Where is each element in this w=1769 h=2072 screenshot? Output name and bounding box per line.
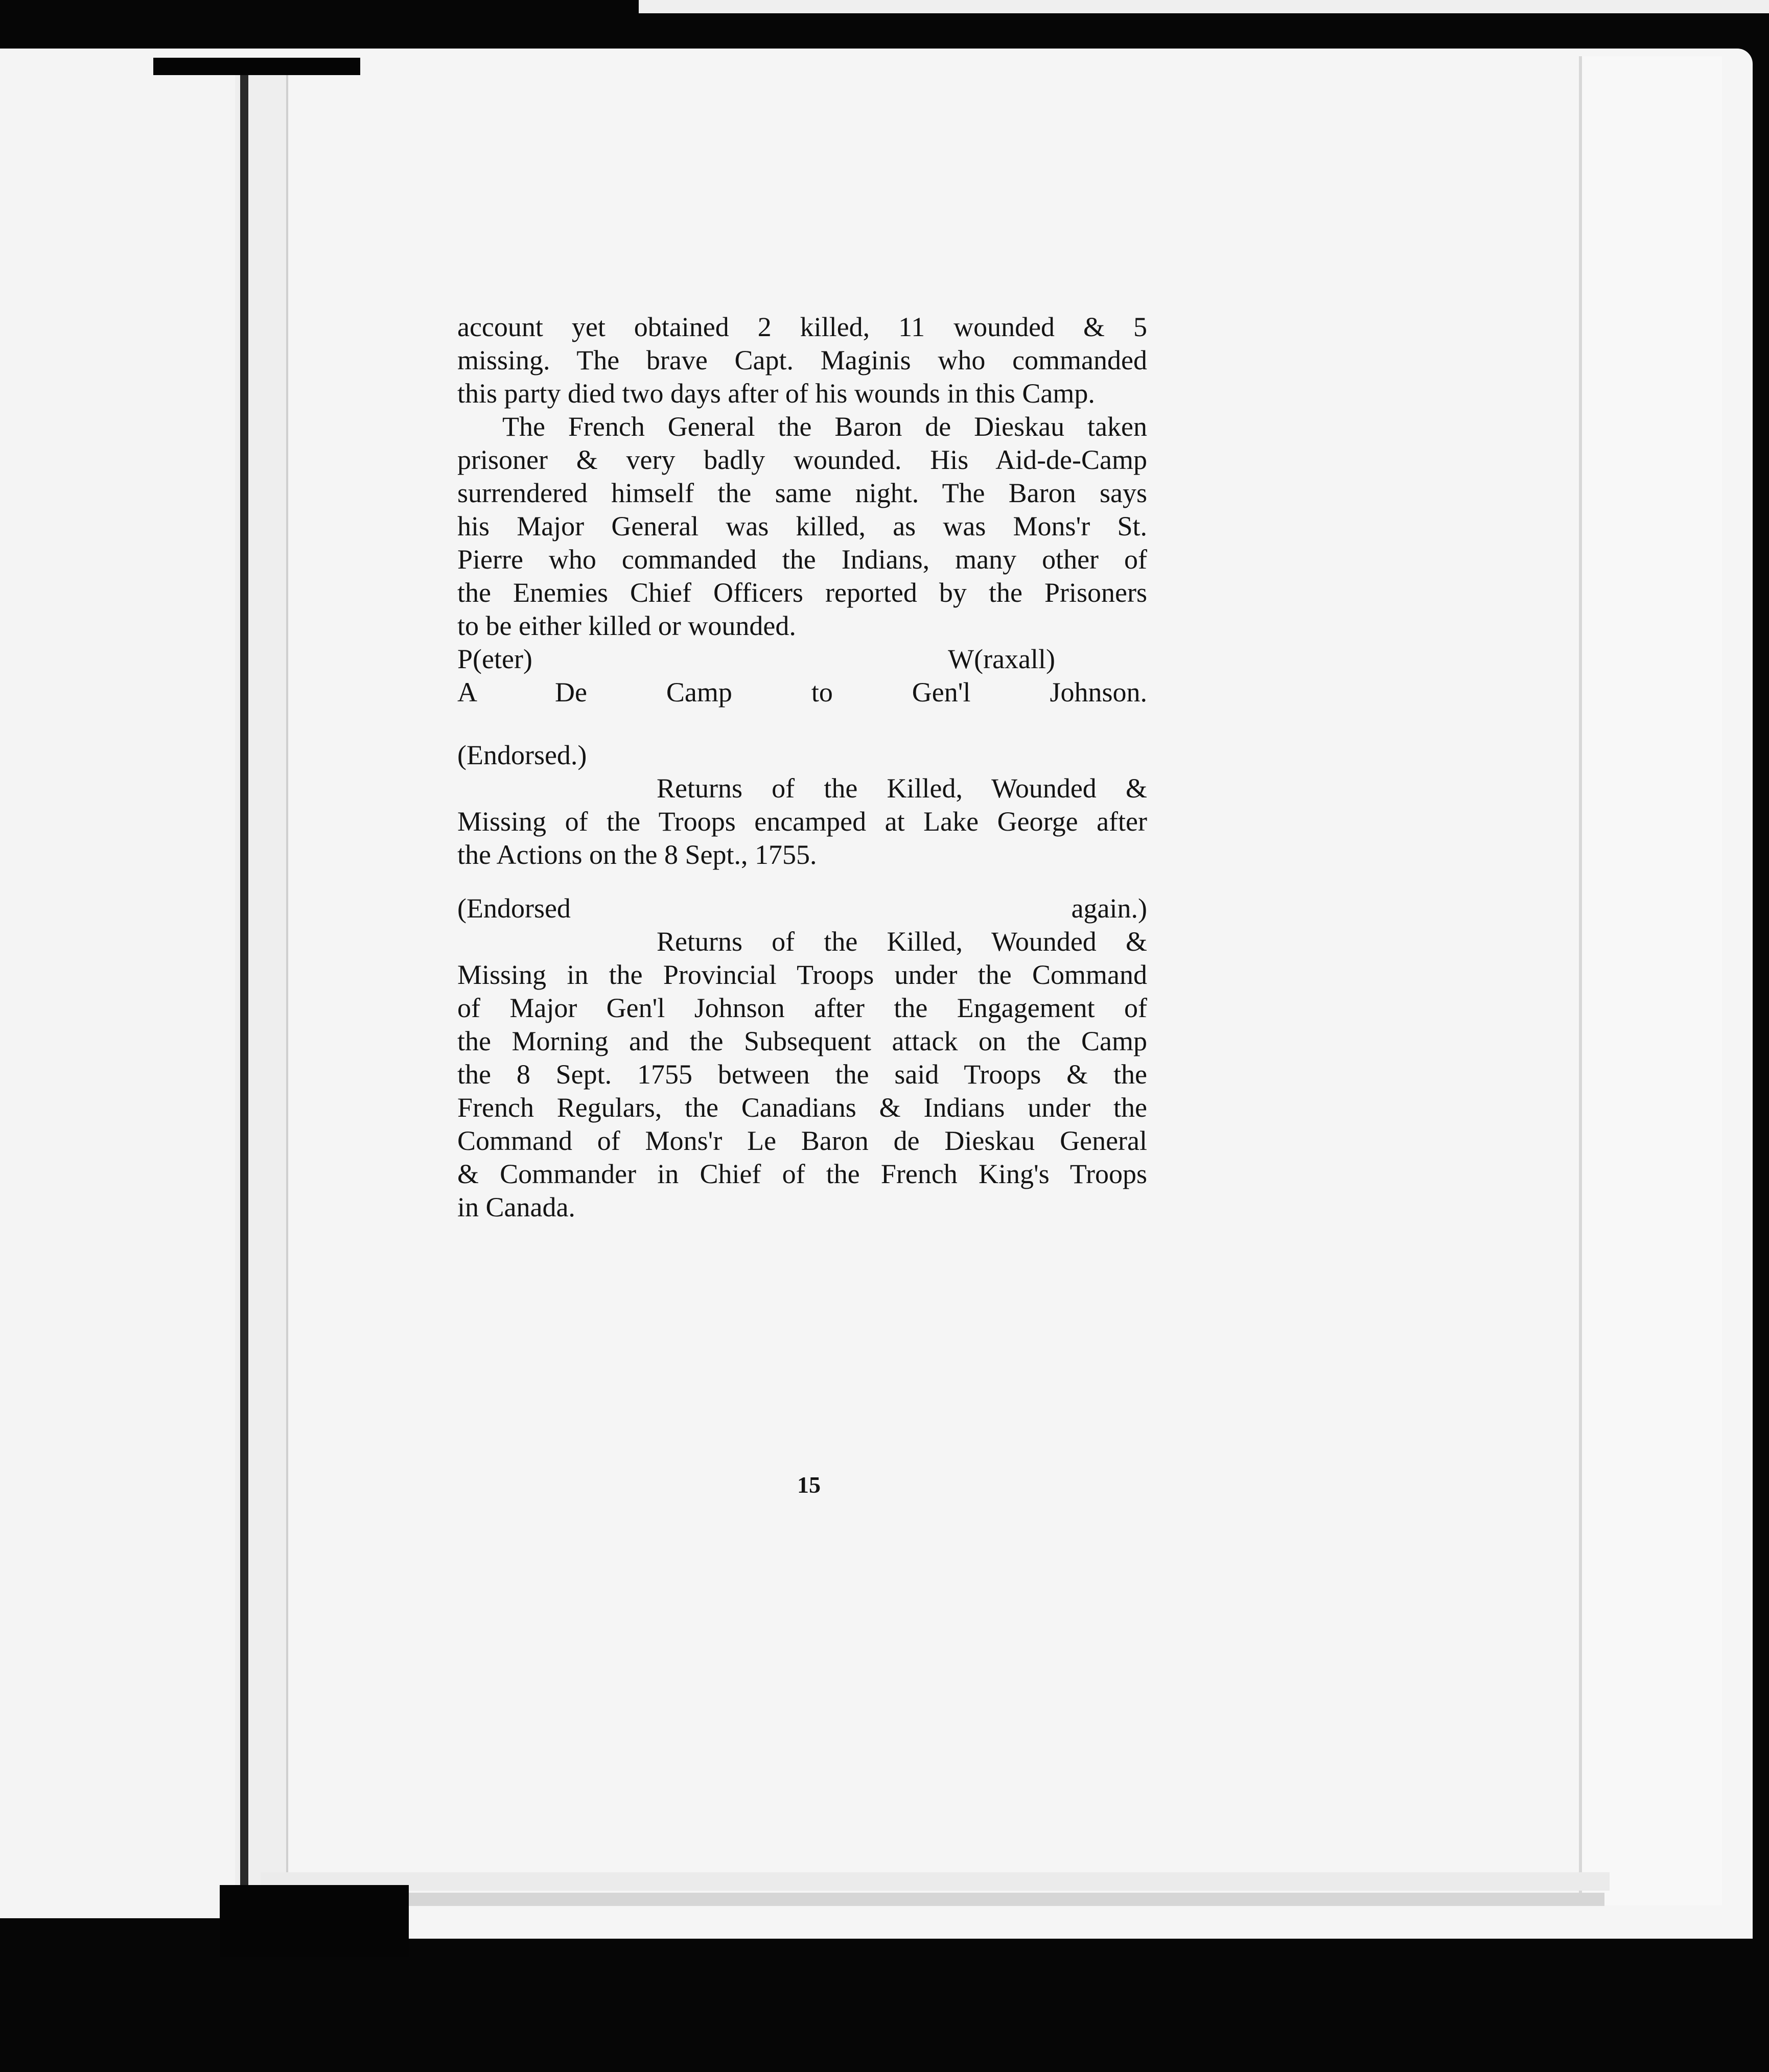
scan-top-strip [639,0,1769,13]
endorsed-again-line: in Canada. [457,1192,575,1222]
body-line: missing. The brave Capt. Maginis who commanded [457,345,1147,375]
page-right-edge [1579,56,1722,1905]
body-line: The French General the Baron de Dieskau taken [502,411,1147,442]
body-line: his Major General was killed, as was Mons'r St. [457,511,1147,541]
endorsed-again-line: French Regulars, the Canadians & Indians under the [457,1092,1147,1123]
endorsed-line: Missing of the Troops encamped at Lake George after [457,806,1147,837]
page-bottom-shadow [255,1893,1604,1906]
endorsed-again-line: of Major Gen'l Johnson after the Engagement of [457,993,1147,1023]
left-page-leaf [0,49,240,1918]
page-text [457,311,1147,1224]
endorsed-again-line: the 8 Sept. 1755 between the said Troops & the [457,1059,1147,1090]
body-line: the Enemies Chief Officers reported by the Prisoners [457,577,1147,608]
signature-name: P(eter) W(raxall) [457,644,1055,674]
endorsed-again-line: Command of Mons'r Le Baron de Dieskau General [457,1125,1147,1156]
endorsed-line: the Actions on the 8 Sept., 1755. [457,839,817,870]
endorsed-again-line: & Commander in Chief of the French King's Troops [457,1159,1147,1189]
endorsed-again-line: Returns of the Killed, Wounded & [657,926,1147,957]
endorsed-again-line: the Morning and the Subsequent attack on the Camp [457,1026,1147,1056]
binding-top-tab [153,58,360,75]
binding-rule [240,72,248,1890]
body-line: account yet obtained 2 killed, 11 wounded & 5 [457,312,1147,342]
binding-bottom-tab [220,1885,409,1957]
page-number: 15 [797,1472,821,1498]
endorsed-line: Returns of the Killed, Wounded & [657,773,1147,804]
body-line: prisoner & very badly wounded. His Aid-de-Camp [457,444,1147,475]
body-line: to be either killed or wounded. [457,610,796,641]
endorsed-again-line: Missing in the Provincial Troops under the Command [457,959,1147,990]
endorsed-again-label: (Endorsed again.) [457,893,1147,924]
body-line: surrendered himself the same night. The Baron says [457,478,1147,508]
body-line: Pierre who commanded the Indians, many other of [457,544,1147,575]
endorsed-label: (Endorsed.) [457,740,587,770]
signature-title: A De Camp to Gen'l Johnson. [457,677,1147,708]
page-bottom-fold [261,1872,1610,1891]
body-line: this party died two days after of his wounds in this Camp. [457,378,1095,409]
